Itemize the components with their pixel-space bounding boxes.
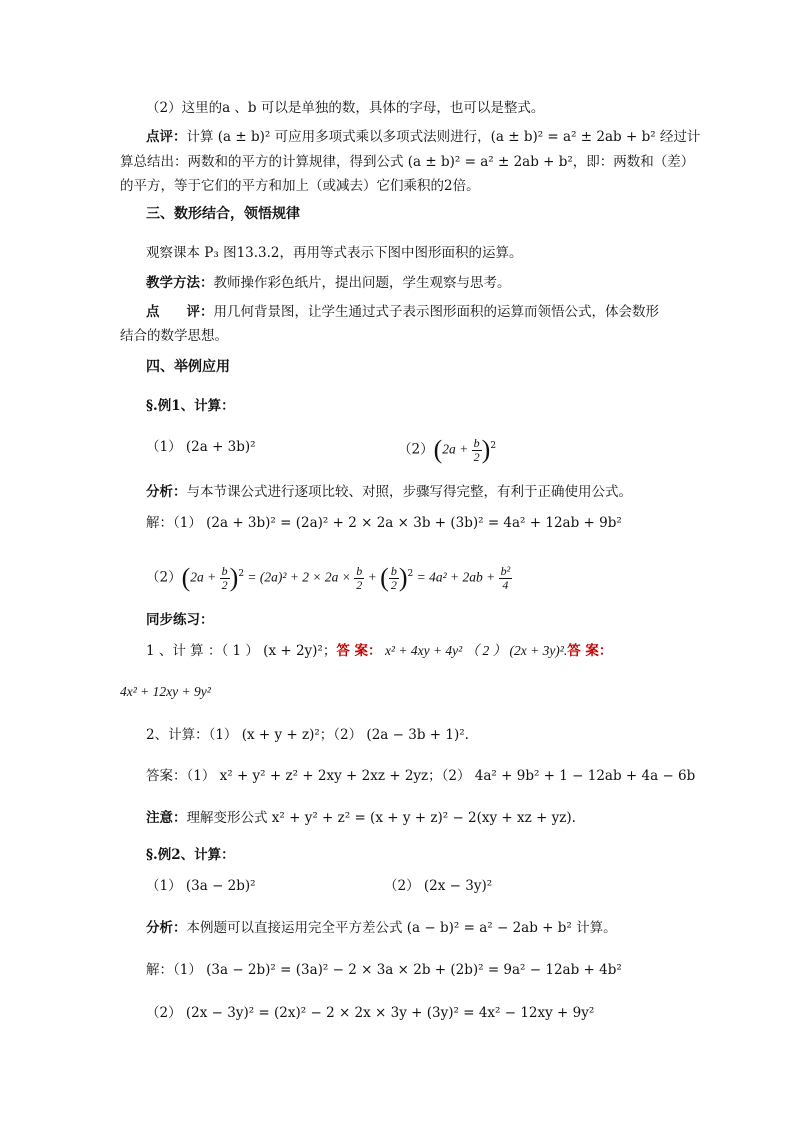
example-1-question-1: （1） (2a + 3b)² [146,439,256,455]
sync-practice-label: 同步练习： [146,612,214,628]
practice-2: 2、计算：（1） (x + y + z)²；（2） (2a − 3b + 1)². [146,727,469,743]
practice-1 [146,641,612,661]
solution-1-part-1: 解：（1） (2a + 3b)² = (2a)² + 2 × 2a × 3b + (3b)² = 4a² + 12ab + 9b² [146,515,622,531]
example-1-question-2: （2）(2a + $\frac{b}{2}$ )$^2$ [398,435,497,464]
solution-1-part-2: （2）(2a + $\frac{b}{2}$ )$^2$ = (2a)² + 2 × 2a × $\frac{b}{2}$ + ( $\frac{b}{2}$ )$^2$ = 4a² + 2ab + $\frac{\text{b²}}{4}$ [146,563,511,592]
comment-label: 点评： [146,129,187,145]
solution-2-part-2: （2） (2x − 3y)² = (2x)² − 2 × 2x × 3y + (3y)² = 4x² − 12xy + 9y² [146,1005,595,1021]
example-2-title: §.例2、计算： [146,847,235,863]
practice-1-text: 1 、计 算 ：（ 1 ） (x + 2y)²； [146,643,337,659]
review-text-1: 用几何背景图，让学生通过式子表示图形面积的运算而领悟公式，体会数形 [213,304,659,320]
section-heading-3: 三、数形结合，领悟规律 [146,206,300,222]
observe-line: 观察课本 P₃ 图13.3.2，再用等式表示下图中图形面积的运算。 [146,245,523,261]
analysis-1 [146,482,632,502]
analysis-1-label: 分析： [146,484,187,500]
practice-1-continued: 4x² + 12xy + 9y² [120,684,211,699]
method-label: 教学方法： [146,275,214,291]
fraction-b-over-2: $\frac{b}{2}$ [473,435,480,464]
comment-line-1 [146,127,700,147]
method-text: 教师操作彩色纸片，提出问题，学生观察与思考。 [213,275,511,291]
note-line [146,808,576,828]
answer-label: 答 案： [336,643,382,659]
note-text: 理解变形公式 x² + y² + z² = (x + y + z)² − 2(xy + xz + yz). [186,810,576,826]
method-line [146,273,511,293]
review-line-2: 结合的数学思想。 [120,328,228,344]
note-label: 注意： [146,810,187,826]
analysis-2 [146,918,617,938]
example-2-question-2: （2） (2x − 3y)² [384,878,493,894]
answer-label-2: 答 案： [567,643,613,659]
example-1-title: §.例1、计算： [146,398,235,414]
example-2-question-1: （1） (3a − 2b)² [146,878,256,894]
comment-line-2: 算总结出：两数和的平方的计算规律，得到公式 (a ± b)² = a² ± 2ab + b²，即：两数和（差） [120,154,695,170]
practice-1-answer: x² + 4xy + 4y² （ 2 ） (2x + 3y)². [381,643,568,658]
review-line-1 [146,302,659,322]
section-heading-4: 四、举例应用 [146,359,230,375]
comment-line-3: 的平方，等于它们的平方和加上（或减去）它们乘积的2倍。 [120,178,480,194]
text-line-1: （2）这里的a 、b 可以是单独的数，具体的字母，也可以是整式。 [146,100,545,116]
practice-2-answer: 答案：（1） x² + y² + z² + 2xy + 2xz + 2yz；（2） 4a² + 9b² + 1 − 12ab + 4a − 6b [146,768,696,784]
analysis-2-text: 本例题可以直接运用完全平方差公式 (a − b)² = a² − 2ab + b² 计算。 [186,920,617,936]
comment-text-1: 计算 (a ± b)² 可应用多项式乘以多项式法则进行，(a ± b)² = a² ± 2ab + b² 经过计 [186,129,701,145]
review-label: 点 评： [146,304,214,320]
question-2-label: （2） [398,441,434,458]
analysis-1-text: 与本节课公式进行逐项比较、对照，步骤写得完整，有利于正确使用公式。 [186,484,632,500]
analysis-2-label: 分析： [146,920,187,936]
solution-part-2-label: （2） [146,569,182,586]
solution-2-part-1: 解：（1） (3a − 2b)² = (3a)² − 2 × 3a × 2b + (2b)² = 9a² − 12ab + 4b² [146,962,622,978]
